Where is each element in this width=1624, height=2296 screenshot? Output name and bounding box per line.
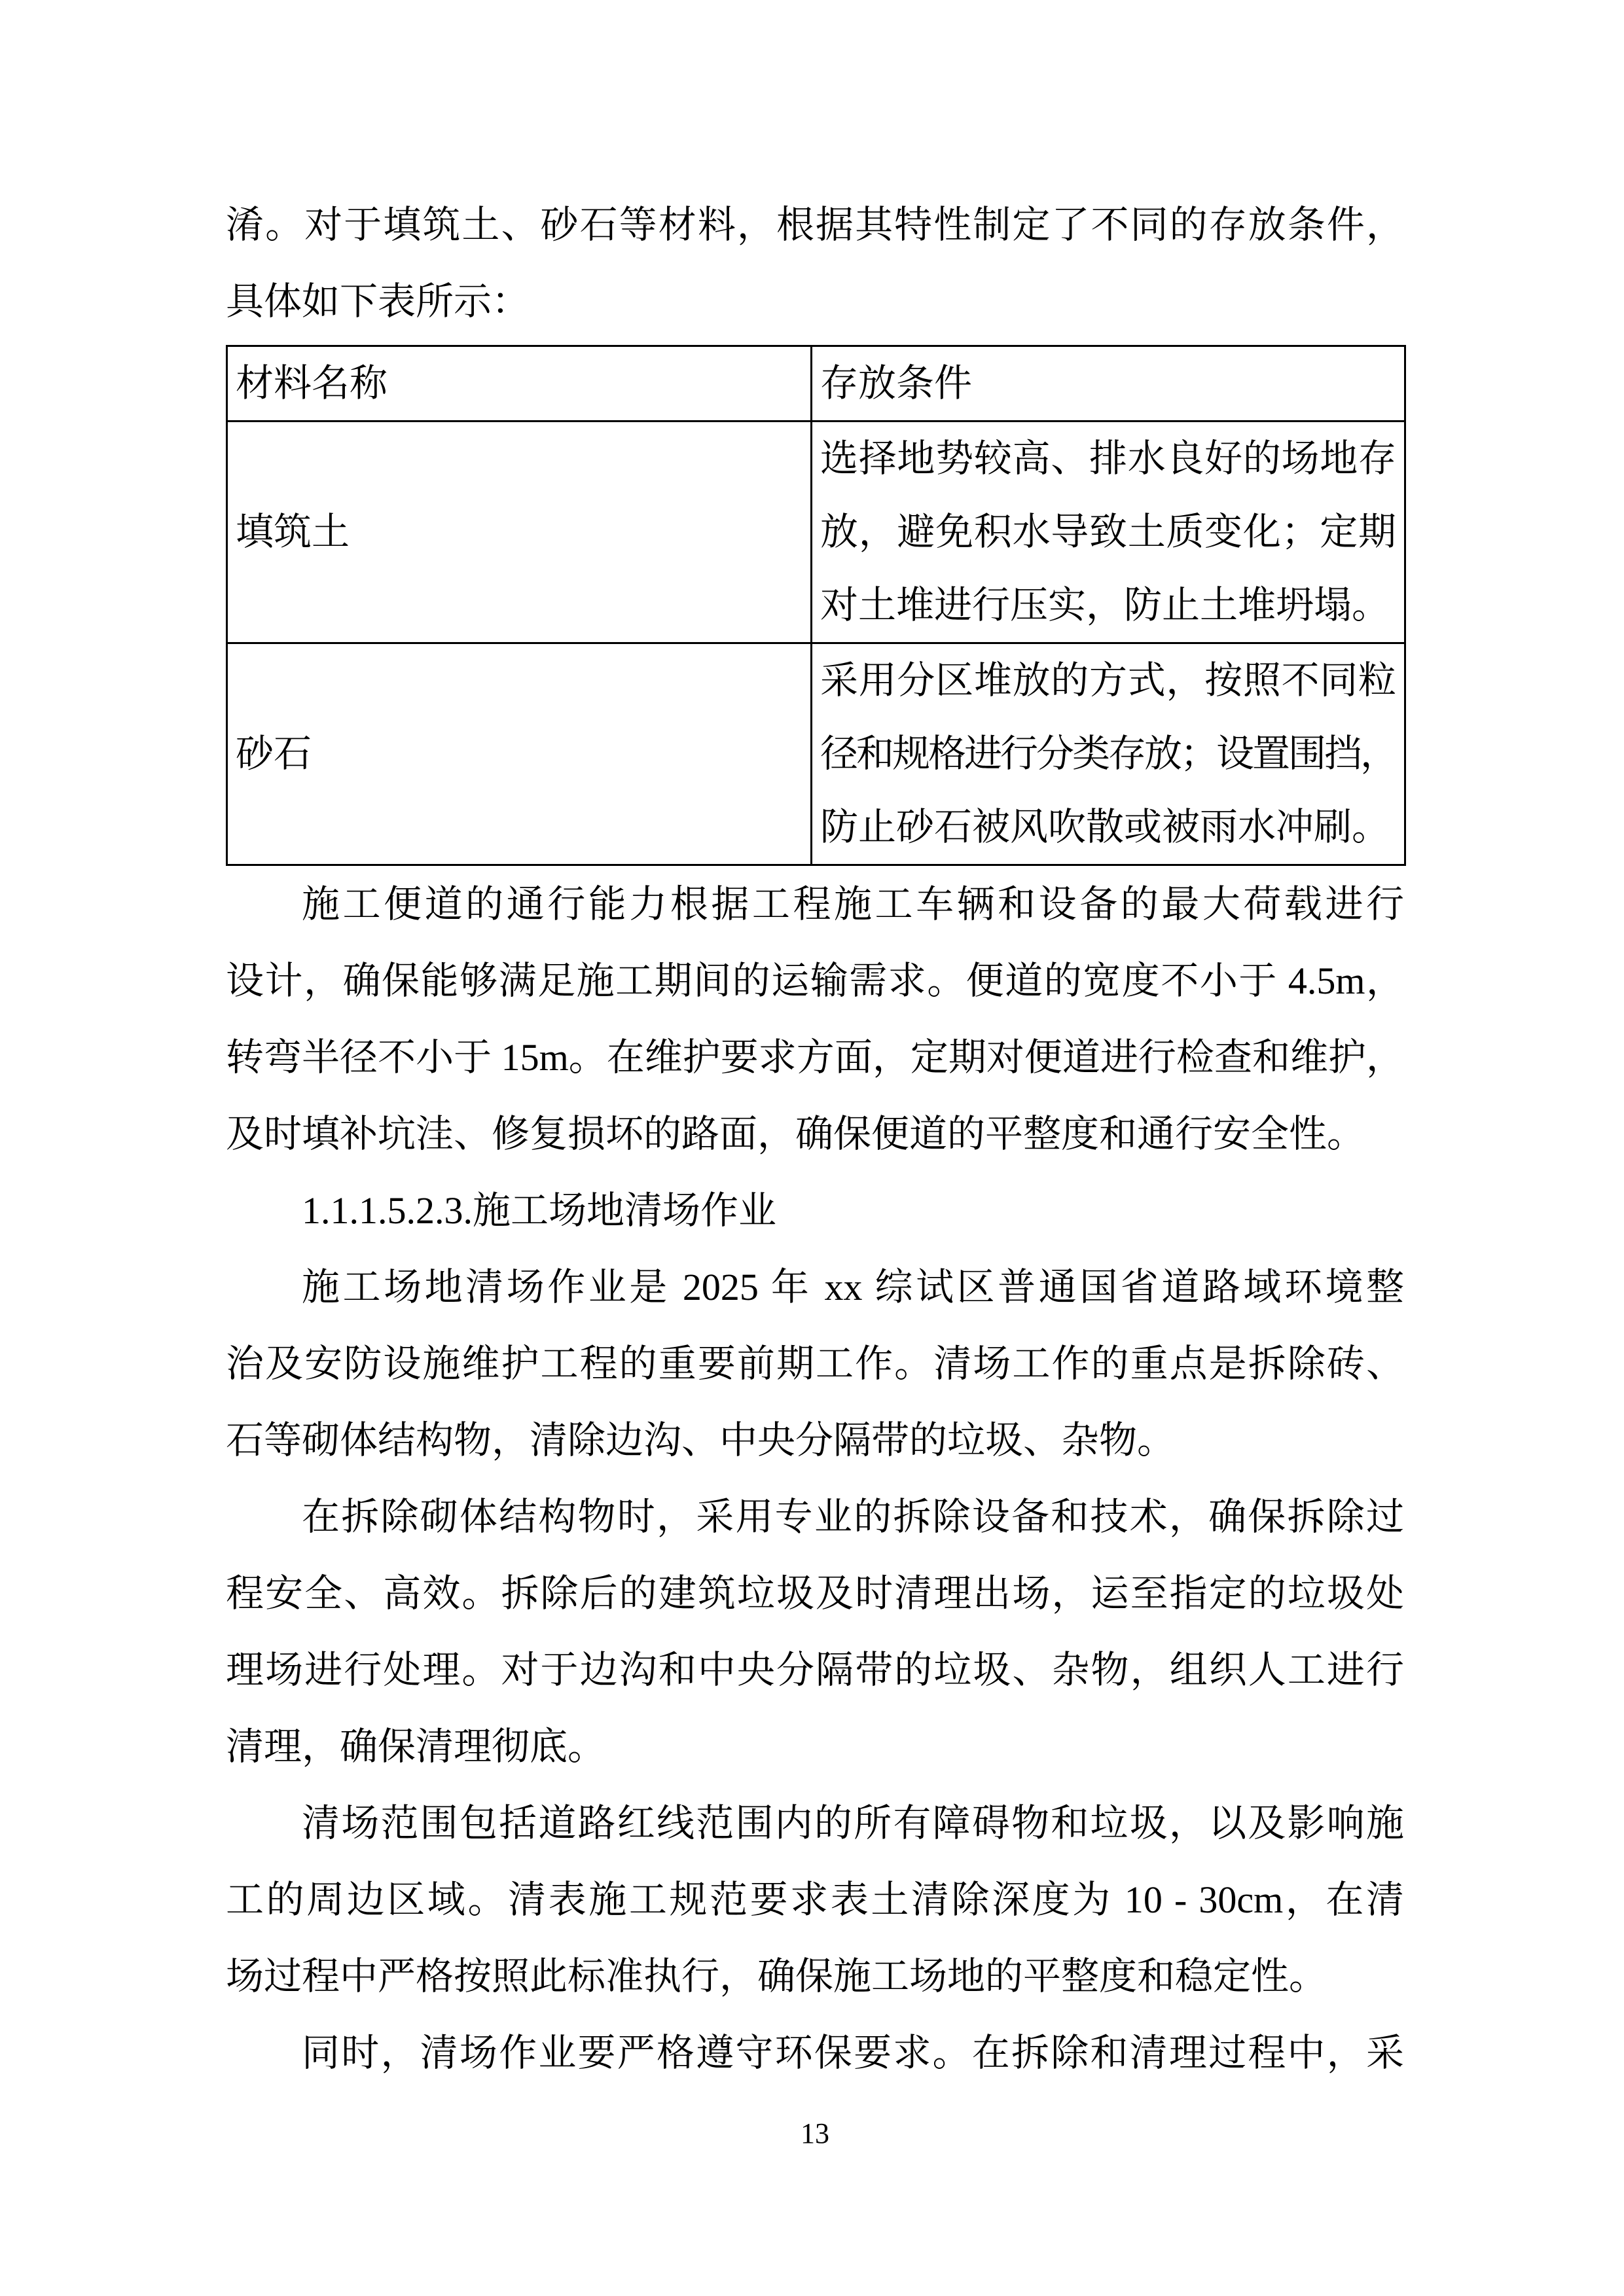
text-line: 设计，确保能够满足施工期间的运输需求。便道的宽度不小于 4.5m， bbox=[226, 960, 1404, 1002]
text-line: 场过程中严格按照此标准执行，确保施工场地的平整度和稳定性。 bbox=[226, 1955, 1327, 1998]
paragraph-demolition bbox=[226, 1479, 1404, 1785]
material-name-cell bbox=[227, 422, 812, 643]
paragraph-clearing-scope bbox=[226, 1785, 1404, 2015]
text-line: 治及安防设施维护工程的重要前期工作。清场工作的重点是拆除砖、 bbox=[226, 1342, 1404, 1385]
text-line: 径和规格进行分类存放；设置围挡， bbox=[820, 732, 1397, 775]
text-line: 选择地势较高、排水良好的场地存 bbox=[820, 437, 1396, 480]
text-line: 石等砌体结构物，清除边沟、中央分隔带的垃圾、杂物。 bbox=[226, 1419, 1176, 1462]
text-line: 施工场地清场作业是 2025 年 xx 综试区普通国省道路域环境整 bbox=[302, 1266, 1404, 1308]
text-line: 转弯半径不小于 15m。在维护要求方面，定期对便道进行检查和维护， bbox=[226, 1036, 1404, 1079]
text-line: 程安全、高效。拆除后的建筑垃圾及时清理出场，运至指定的垃圾处 bbox=[226, 1572, 1404, 1615]
table-row bbox=[227, 422, 1405, 643]
storage-condition-cell bbox=[812, 422, 1405, 643]
text-line: 工的周边区域。清表施工规范要求表土清除深度为 10 - 30cm，在清 bbox=[226, 1878, 1404, 1921]
text-line: 对土堆进行压实，防止土堆坍塌。 bbox=[820, 584, 1390, 626]
text-line: 放，避免积水导致土质变化；定期 bbox=[820, 511, 1396, 553]
table-header-label: 材料名称 bbox=[236, 362, 388, 404]
storage-condition-cell bbox=[812, 643, 1405, 865]
section-heading: 1.1.1.5.2.3.施工场地清场作业 bbox=[302, 1189, 777, 1232]
material-name: 砂石 bbox=[236, 732, 312, 775]
text-line: 理场进行处理。对于边沟和中央分隔带的垃圾、杂物，组织人工进行 bbox=[226, 1649, 1404, 1691]
table-row bbox=[227, 643, 1405, 865]
materials-table bbox=[226, 345, 1406, 866]
paragraph-site-clearing-intro bbox=[226, 1249, 1404, 1479]
text-line: 施工便道的通行能力根据工程施工车辆和设备的最大荷载进行 bbox=[302, 883, 1404, 925]
text-line: 同时，清场作业要严格遵守环保要求。在拆除和清理过程中，采 bbox=[302, 2032, 1404, 2074]
text-line: 及时填补坑洼、修复损坏的路面，确保便道的平整度和通行安全性。 bbox=[226, 1113, 1365, 1155]
page-number: 13 bbox=[801, 2117, 829, 2149]
text-line: 采用分区堆放的方式，按照不同粒 bbox=[820, 659, 1396, 702]
text-line: 清理，确保清理彻底。 bbox=[226, 1725, 606, 1768]
table-header-label: 存放条件 bbox=[820, 362, 973, 404]
text-line: 清场范围包括道路红线范围内的所有障碍物和垃圾，以及影响施 bbox=[302, 1802, 1404, 1844]
table-header-material-name bbox=[227, 346, 812, 422]
paragraph-road-capacity bbox=[226, 866, 1404, 1172]
text-line: 在拆除砌体结构物时，采用专业的拆除设备和技术，确保拆除过 bbox=[302, 1496, 1404, 1538]
intro-paragraph bbox=[226, 187, 1404, 340]
text-line: 具体如下表所示： bbox=[226, 280, 530, 323]
material-name: 填筑土 bbox=[236, 511, 350, 553]
text-line: 防止砂石被风吹散或被雨水冲刷。 bbox=[820, 806, 1390, 848]
paragraph-environmental bbox=[226, 2015, 1404, 2091]
table-header-row bbox=[227, 346, 1405, 422]
table-header-storage-condition bbox=[812, 346, 1405, 422]
material-name-cell bbox=[227, 643, 812, 865]
text-line: 淆。对于填筑土、砂石等材料，根据其特性制定了不同的存放条件， bbox=[226, 204, 1404, 246]
